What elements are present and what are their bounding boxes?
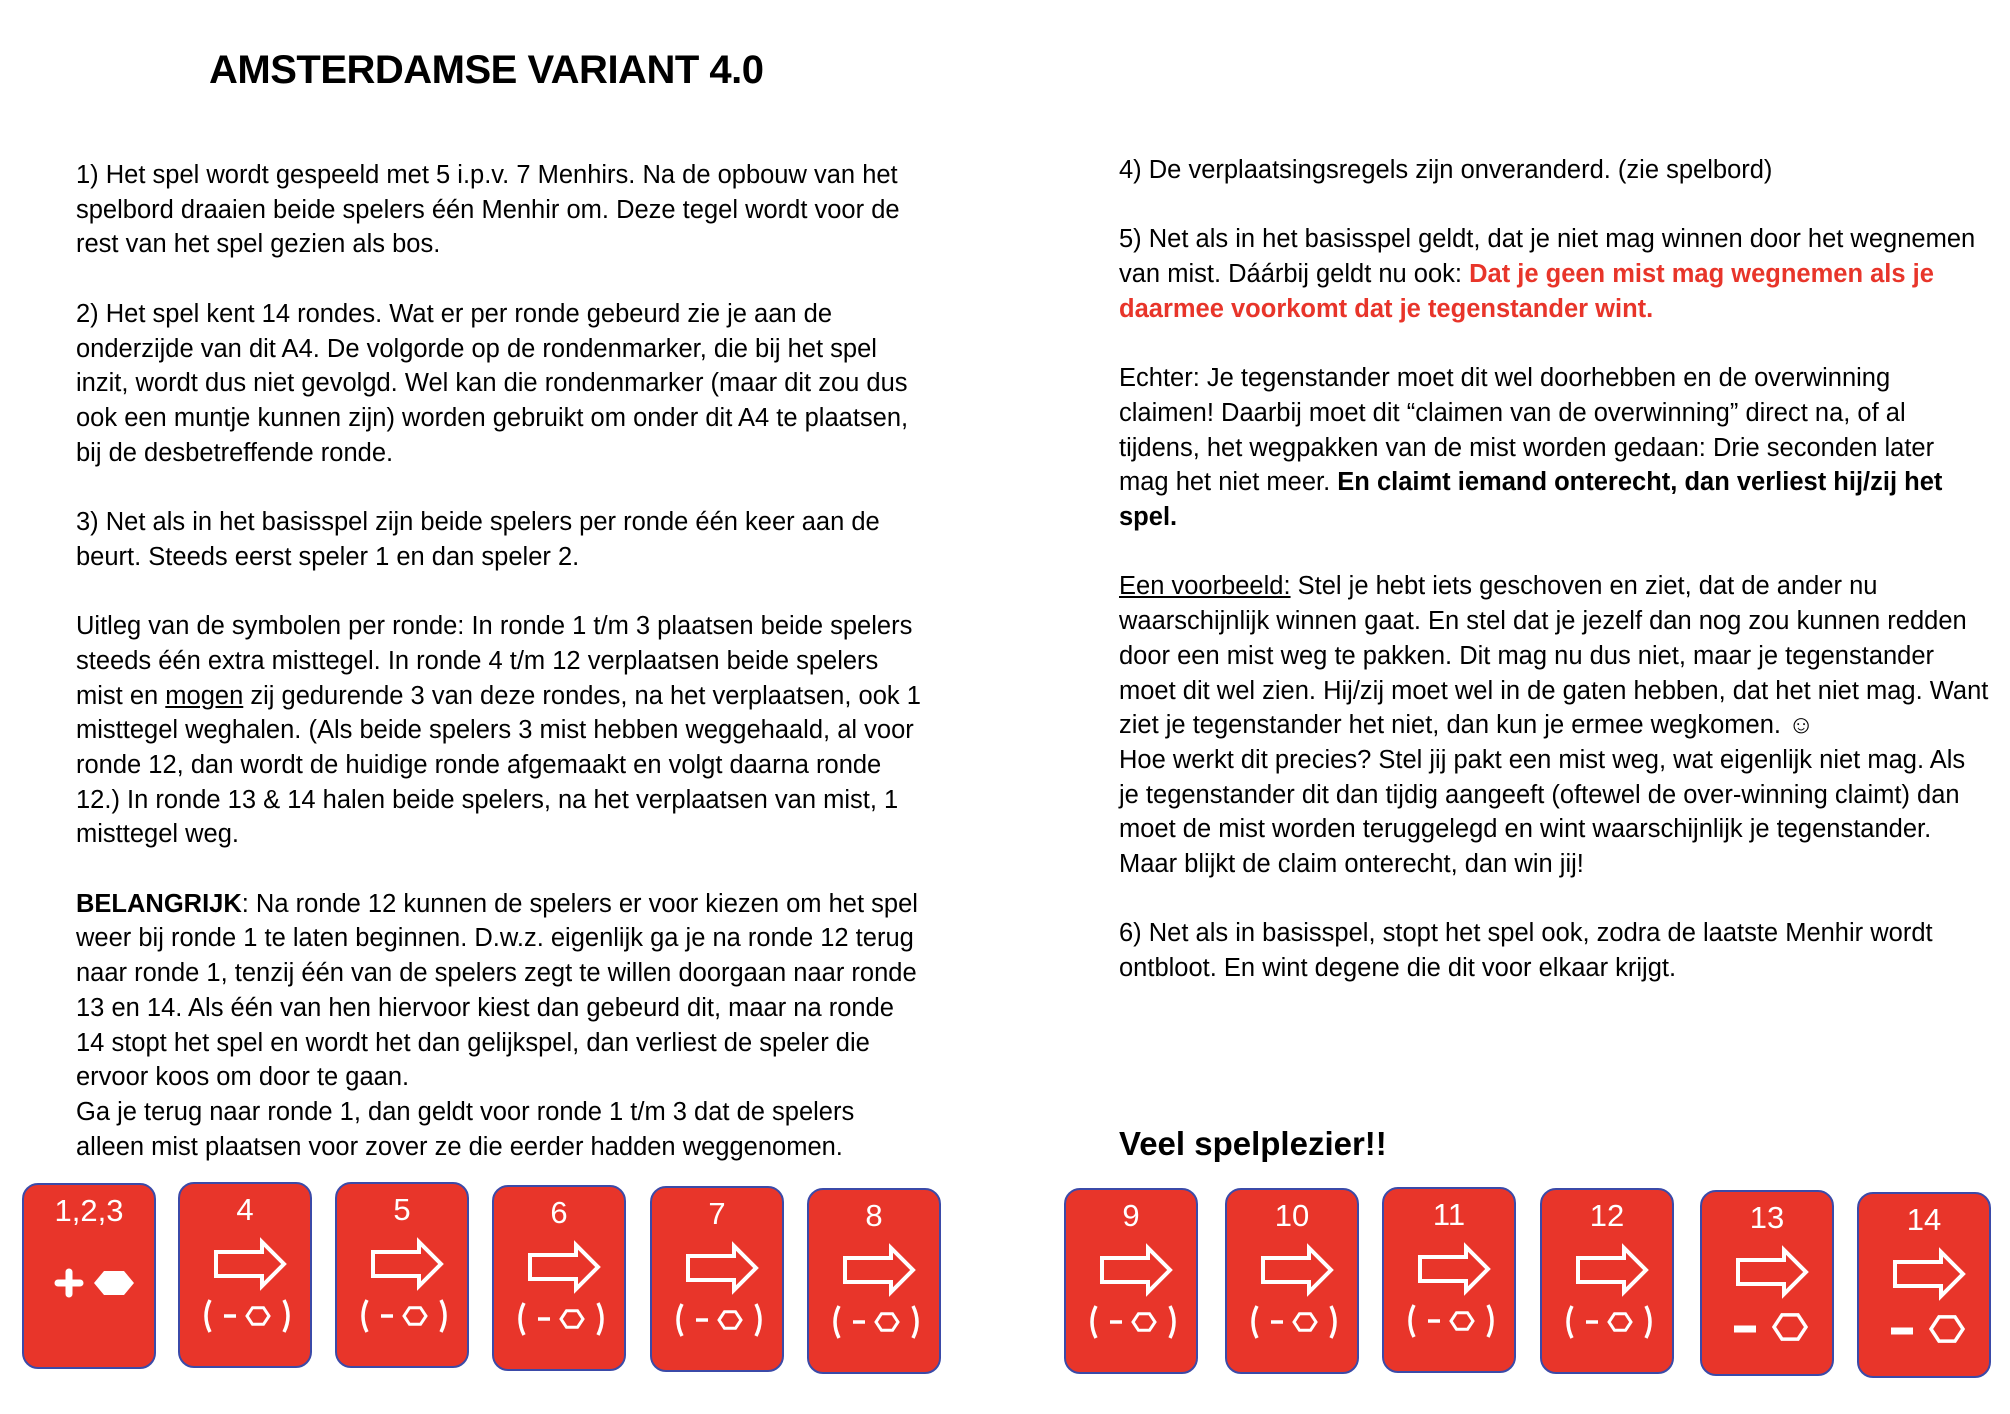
example-label: Een voorbeeld: — [1119, 572, 1291, 601]
rules-left-column — [76, 158, 926, 1199]
round-card — [1700, 1190, 1834, 1376]
round-card — [22, 1183, 156, 1369]
round-number: 10 — [1274, 1198, 1310, 1233]
rule-2: 2) Het spel kent 14 rondes. Wat er per ronde gebeurd zie je aan de onderzijde van dit A4. De volgorde op de rondenmarker, die bij het spel inzit, wordt dus niet gevolgd. Wel kan die rondenmarker (maar dit zou dus ook een muntje kunnen zijn) worden gebruikt om onder dit A4 te plaatsen, bij de desbetreffende ronde. — [76, 299, 909, 467]
round-number: 7 — [708, 1196, 726, 1231]
rule-3: 3) Net als in het basisspel zijn beide spelers per ronde één keer aan de beurt. Steeds eerst speler 1 en dan speler 2. — [76, 508, 880, 571]
round-card — [1064, 1188, 1198, 1374]
example-text: Stel je hebt iets geschoven en ziet, dat de ander nu waarschijnlijk winnen gaat. En stel dat je jezelf dan nog zou kunnen redden door een mist weg te pakken. Dit mag nu dus niet, maar je tegenstander moet dit wel zien. Hij/zij moet wel in de gaten hebben, dat het niet mag. Want ziet je tegenstander het niet, dan kun je ermee wegkomen. ☺ — [1119, 572, 1989, 740]
round-card — [650, 1186, 784, 1372]
rule-4: 4) De verplaatsingsregels zijn onveranderd. (zie spelbord) — [1119, 156, 1773, 184]
claim-rule-bold: En claimt iemand onterecht, dan verliest hij/zij het spel. — [1119, 468, 1943, 531]
round-number: 12 — [1589, 1198, 1625, 1233]
round-card — [1857, 1192, 1991, 1378]
round-card — [1382, 1187, 1516, 1373]
round-number: 9 — [1122, 1198, 1140, 1233]
symbol-explanation-rest: zij gedurende 3 van deze rondes, na het verplaatsen, ook 1 misttegel weghalen. (Als beide spelers 3 mist hebben weggehaald, al voor ronde 12, dan wordt de huidige ronde afgemaakt en volgt daarna ronde 12.) In ronde 13 & 14 halen beide spelers, na het verplaatsen van mist, 1 misttegel weg. — [76, 681, 921, 849]
rule-1: 1) Het spel wordt gespeeld met 5 i.p.v. 7 Menhirs. Na de opbouw van het spelbord draaien beide spelers één Menhir om. Deze tegel wordt voor de rest van het spel gezien als bos. — [76, 161, 900, 259]
round-number: 13 — [1749, 1200, 1785, 1235]
round-card — [492, 1185, 626, 1371]
page-title: AMSTERDAMSE VARIANT 4.0 — [209, 48, 764, 92]
rule-6: 6) Net als in basisspel, stopt het spel ook, zodra de laatste Menhir wordt ontbloot. En wint degene die dit voor elkaar krijgt. — [1119, 919, 1933, 983]
round-card — [1540, 1188, 1674, 1374]
round-number: 8 — [865, 1198, 883, 1233]
rule-5-text: 5) Net als in het basisspel geldt, dat je niet mag winnen door het wegnemen van mist. Dáárbij geldt nu ook: — [1119, 225, 1976, 289]
important-note — [76, 887, 926, 1165]
round-number: 14 — [1906, 1202, 1942, 1237]
claim-rule-text: Echter: Je tegenstander moet dit wel doorhebben en de overwinning claimen! Daarbij moet dit “claimen van de overwinning” direct na, of al tijdens, het wegpakken van de mist worden gedaan: Drie seconden later mag het niet meer. — [1119, 364, 1935, 497]
round-number: 11 — [1432, 1197, 1466, 1232]
round-number: 1,2,3 — [54, 1193, 124, 1228]
important-text: : Na ronde 12 kunnen de spelers er voor kiezen om het spel weer bij ronde 1 te laten beginnen. D.w.z. eigenlijk ga je na ronde 12 terug naar ronde 1, tenzij één van de spelers zegt te willen doorgaan naar ronde 13 en 14. Als één van hen hiervoor kiest dan gebeurd dit, maar na ronde 14 stopt het spel en wordt het dan gelijkspel, dan verliest de speler die ervoor koos om door te gaan. — [76, 889, 918, 1092]
important-text-2: Ga je terug naar ronde 1, dan geldt voor ronde 1 t/m 3 dat de spelers alleen mist plaatsen voor zover ze die eerder hadden weggenomen. — [76, 1097, 855, 1161]
symbol-explanation — [76, 609, 926, 852]
rule-5-highlight: Dat je geen mist mag wegnemen als je daarmee voorkomt dat je tegenstander wint. — [1119, 260, 1934, 323]
example-text-2: Hoe werkt dit precies? Stel jij pakt een mist weg, wat eigenlijk niet mag. Als je tegenstander dit dan tijdig aangeeft (oftewel de over-winning claimt) dan moet de mist worden teruggelegd en wint waarschijnlijk je tegenstander. Maar blijkt de claim onterecht, dan win jij! — [1119, 745, 1966, 879]
round-number: 4 — [236, 1192, 254, 1227]
round-card — [1225, 1188, 1359, 1374]
rule-5 — [1119, 222, 1989, 326]
round-number: 6 — [550, 1195, 568, 1230]
symbol-explanation-text: Uitleg van de symbolen per ronde: In ronde 1 t/m 3 plaatsen beide spelers steeds één extra misttegel. In ronde 4 t/m 12 verplaatsen beide spelers mist en — [76, 612, 913, 710]
round-number: 5 — [393, 1192, 411, 1227]
round-card — [335, 1182, 469, 1368]
rules-right-column — [1119, 153, 1989, 1021]
claim-rule — [1119, 361, 1989, 535]
underlined-mogen: mogen — [165, 681, 244, 710]
example — [1119, 569, 1989, 881]
closing-text: Veel spelplezier!! — [1119, 1125, 1387, 1162]
round-card — [178, 1182, 312, 1368]
round-card — [807, 1188, 941, 1374]
important-label: BELANGRIJK — [76, 889, 242, 918]
